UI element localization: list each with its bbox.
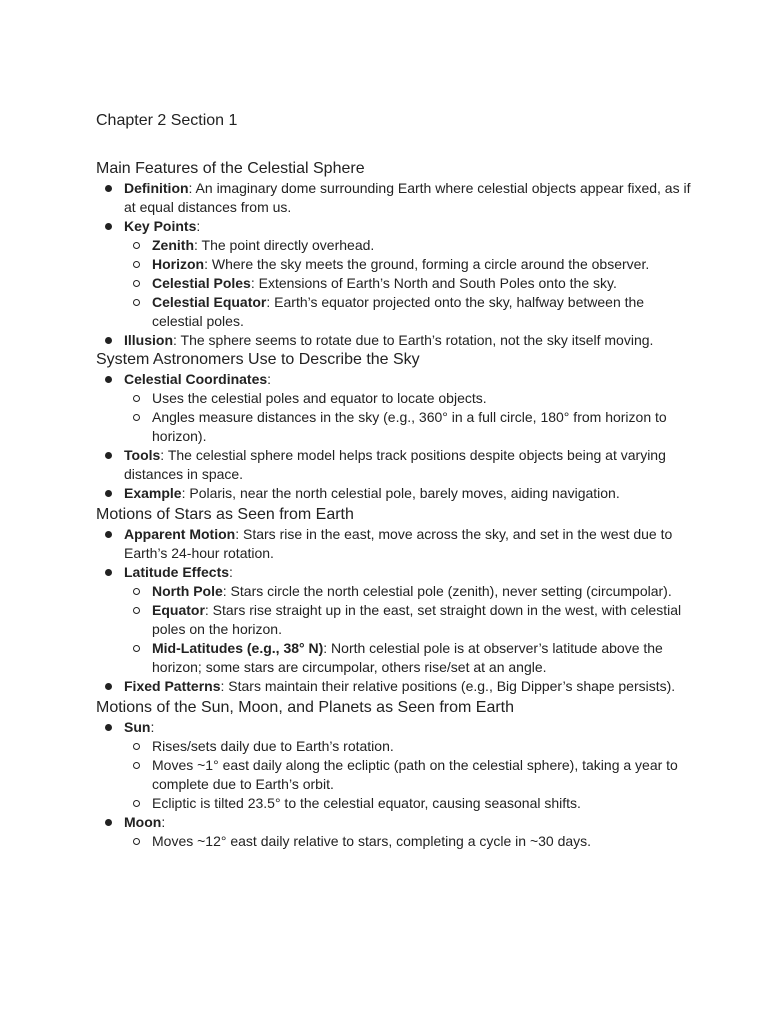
list-item [96,525,696,563]
item-term: Tools [124,447,161,463]
hollow-bullet-icon [133,242,140,249]
item-term: Celestial Poles [152,275,251,291]
hollow-bullet-icon [133,762,140,769]
document-body [96,110,696,851]
item-term: Zenith [152,237,194,253]
hollow-bullet-icon [133,395,140,402]
hollow-bullet-icon [133,299,140,306]
filled-bullet-icon [105,376,112,383]
item-text: Uses the celestial poles and equator to locate objects. [152,390,487,406]
item-term: Horizon [152,256,205,272]
list-item [96,563,696,677]
filled-bullet-icon [105,452,112,459]
item-term: Fixed Patterns [124,678,221,694]
item-text: : The sphere seems to rotate due to Earth’s rotation, not the sky itself moving. [173,332,654,348]
item-term: Equator [152,602,205,618]
item-term: Latitude Effects [124,564,230,580]
page-title: Chapter 2 Section 1 [96,112,238,129]
list-item [96,677,696,696]
item-text: : Stars rise straight up in the east, set straight down in the west, with celestial poles on the horizon. [152,602,682,637]
item-text: : Where the sky meets the ground, forming a circle around the observer. [204,256,650,272]
item-text: : [150,719,155,735]
hollow-bullet-icon [133,261,140,268]
filled-bullet-icon [105,531,112,538]
item-term: Celestial Coordinates [124,371,268,387]
section-heading: Motions of the Sun, Moon, and Planets as Seen from Earth [96,699,515,716]
sub-list-item [124,389,696,408]
list-item [96,484,696,503]
item-term: Moon [124,814,162,830]
bullet-list [96,370,696,503]
filled-bullet-icon [105,819,112,826]
section-star-motions [96,505,696,696]
item-text: Rises/sets daily due to Earth’s rotation. [152,738,394,754]
sub-list-item [124,236,696,255]
item-term: Celestial Equator [152,294,267,310]
sub-list-item [124,737,696,756]
item-text: : The point directly overhead. [194,237,375,253]
filled-bullet-icon [105,724,112,731]
section-heading: System Astronomers Use to Describe the Sky [96,351,420,368]
bullet-list [96,179,696,350]
sub-list-item [124,274,696,293]
hollow-bullet-icon [133,414,140,421]
sub-list-item [124,582,696,601]
filled-bullet-icon [105,569,112,576]
list-item [96,718,696,813]
sub-bullet-list [124,236,696,331]
item-text: : An imaginary dome surrounding Earth where celestial objects appear fixed, as if at equal distances from us. [124,180,691,215]
sub-list-item [124,794,696,813]
item-text: Angles measure distances in the sky (e.g., 360° in a full circle, 180° from horizon to horizon). [152,409,667,444]
item-text: : [267,371,272,387]
sub-list-item [124,408,696,446]
filled-bullet-icon [105,490,112,497]
item-text: Moves ~1° east daily along the ecliptic (path on the celestial sphere), taking a year to complete due to Earth’s orbit. [152,757,678,792]
filled-bullet-icon [105,223,112,230]
filled-bullet-icon [105,337,112,344]
sub-list-item [124,255,696,274]
section-celestial-sphere [96,159,696,350]
sub-list-item [124,293,696,331]
item-text: : North celestial pole is at observer’s latitude above the horizon; some stars are circumpolar, others rise/set at an angle. [152,640,663,675]
item-text: : Stars maintain their relative positions (e.g., Big Dipper’s shape persists). [220,678,676,694]
hollow-bullet-icon [133,800,140,807]
list-item [96,331,696,350]
item-term: Mid-Latitudes (e.g., 38° N) [152,640,324,656]
sub-list-item [124,832,696,851]
hollow-bullet-icon [133,607,140,614]
list-item [96,813,696,851]
list-item [96,446,696,484]
item-text: Ecliptic is tilted 23.5° to the celestial equator, causing seasonal shifts. [152,795,581,811]
hollow-bullet-icon [133,588,140,595]
sub-bullet-list [124,832,696,851]
sub-list-item [124,639,696,677]
item-text: : Earth’s equator projected onto the sky, halfway between the celestial poles. [152,294,645,329]
section-sun-moon-planets [96,698,696,851]
sub-bullet-list [124,582,696,677]
item-term: Illusion [124,332,173,348]
item-term: Example [124,485,182,501]
item-term: Key Points [124,218,197,234]
item-text: : Stars rise in the east, move across the sky, and set in the west due to Earth’s 24-hour rotation. [124,526,673,561]
hollow-bullet-icon [133,838,140,845]
item-text: : Polaris, near the north celestial pole, barely moves, aiding navigation. [181,485,620,501]
item-text: : The celestial sphere model helps track positions despite objects being at varying distances in space. [124,447,666,482]
sub-list-item [124,601,696,639]
item-term: Sun [124,719,151,735]
sub-bullet-list [124,737,696,813]
item-text: : [196,218,201,234]
list-item [96,370,696,446]
item-text: : [229,564,233,580]
item-term: Apparent Motion [124,526,236,542]
sub-bullet-list [124,389,696,446]
filled-bullet-icon [105,185,112,192]
bullet-list [96,525,696,696]
item-term: North Pole [152,583,223,599]
hollow-bullet-icon [133,743,140,750]
filled-bullet-icon [105,683,112,690]
section-heading: Main Features of the Celestial Sphere [96,160,365,177]
hollow-bullet-icon [133,280,140,287]
bullet-list [96,718,696,851]
section-sky-system [96,350,696,503]
item-text: : [161,814,166,830]
item-text: : Stars circle the north celestial pole (zenith), never setting (circumpolar). [222,583,672,599]
item-text: : Extensions of Earth’s North and South Poles onto the sky. [250,275,617,291]
list-item [96,179,696,217]
item-text: Moves ~12° east daily relative to stars, completing a cycle in ~30 days. [152,833,592,849]
list-item [96,217,696,331]
hollow-bullet-icon [133,645,140,652]
item-term: Definition [124,180,189,196]
sub-list-item [124,756,696,794]
section-heading: Motions of Stars as Seen from Earth [96,506,354,523]
